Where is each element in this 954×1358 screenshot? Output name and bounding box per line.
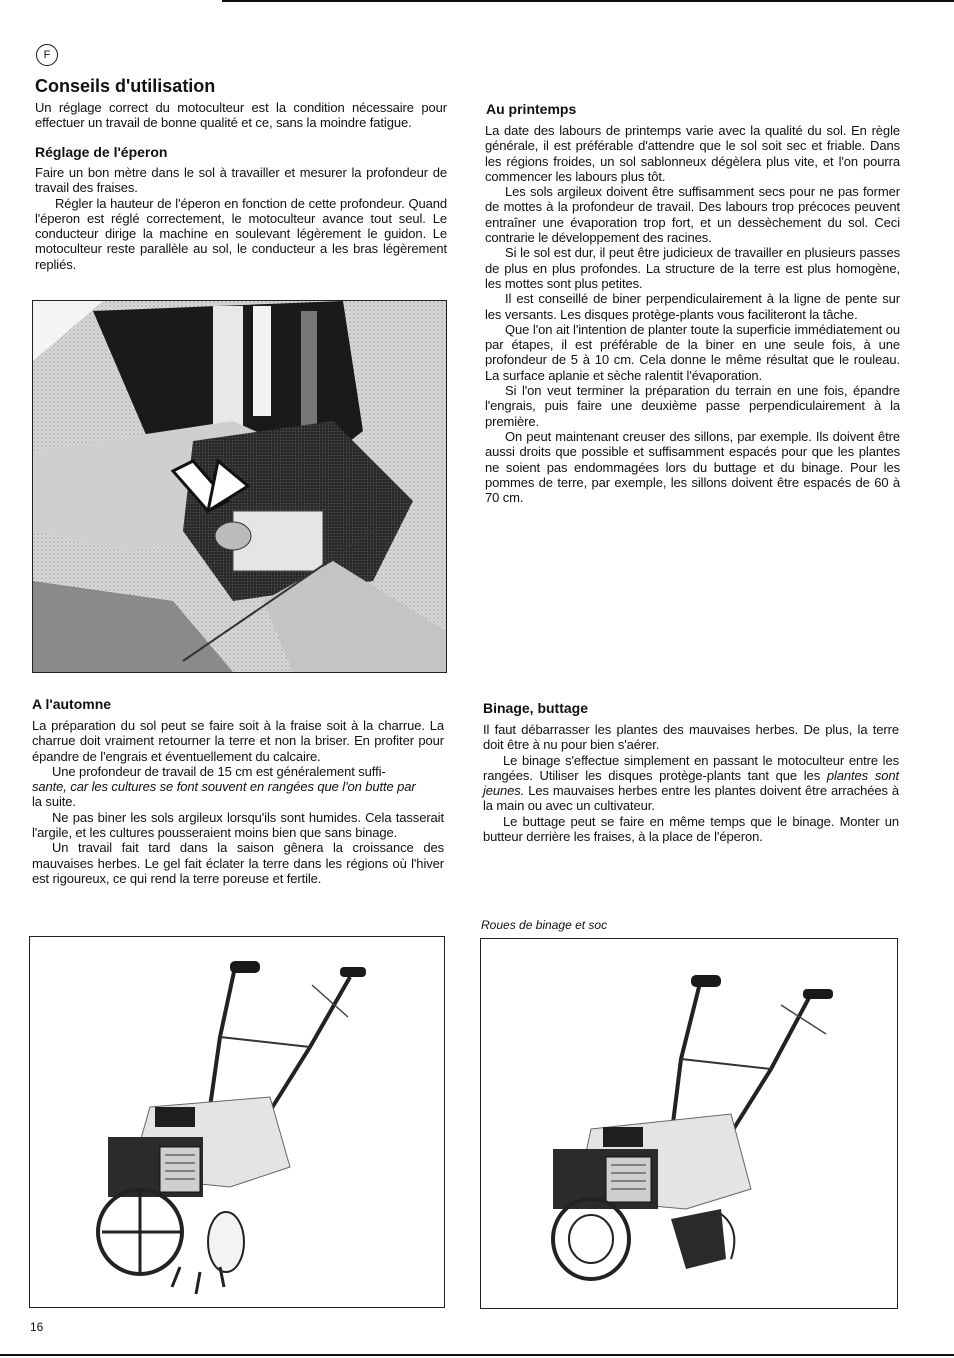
printemps-p1: La date des labours de printemps varie avec la qualité du sol. En règle générale, il est préférable d'attendre que le sol soit sec et friable. Dans les régions froides, un sol sablonneux dégèlera plus vite, et l'on pourra commencer les labours plus tôt. [485,123,900,184]
binage-p2c: Les mauvaises herbes entre les plantes doivent être arrachées à la main ou avec un cultivateur. [483,783,899,814]
automne-p2a: Une profondeur de travail de 15 cm est généralement suffi- [52,763,386,779]
reglage-p2: Régler la hauteur de l'éperon en fonction de cette profondeur. Quand l'éperon est réglé correctement, le motoculteur avance tout seul. Le conducteur dirige la machine en soulevant légèrement le guidon. Le motoculteur reste parallèle au sol, le conducteur a les bras légèrement repliés. [35,195,447,272]
automne-p2b: sante, car les cultures se font souvent en rangées que l'on butte par [32,779,416,795]
binage-p1: Il faut débarrasser les plantes des mauvaises herbes. De plus, la terre doit être à nu pour bien s'aérer. [483,722,899,753]
heading-reglage: Réglage de l'éperon [35,144,168,160]
binage-p2b: plantes sont jeunes. [483,767,899,799]
heading-printemps: Au printemps [486,101,577,117]
printemps-p2: Les sols argileux doivent être suffisamment secs pour ne pas former de mottes à la profondeur de travail. Des labours trop précoces peuvent entraîner une évaporation trop fort, et un dessèchement du sol. Ceci contrarie le développement des racines. [485,184,900,246]
printemps-p4: Il est conseillé de biner perpendiculairement à la ligne de pente sur les versants. Les disques protège-plants vous faciliteront la tâche. [485,291,900,322]
page-number: 16 [30,1320,44,1334]
language-badge: F [36,44,58,66]
top-rule [222,0,954,2]
bottom-rule [0,1354,954,1356]
binage-text [483,722,899,844]
binage-p2a [483,753,899,814]
tiller-left-illustration [30,937,444,1307]
heading-binage: Binage, buttage [483,700,589,716]
printemps-p7: On peut maintenant creuser des sillons, par exemple. Ils doivent être aussi droits que possible et suffisamment espacés pour que les plantes ne soient pas endommagées lors du buttage et du binage. Pour les pommes de terre, par exemple, les sillons doivent être espacés de 60 à 70 cm. [485,428,900,506]
intro-paragraph [35,100,447,131]
reglage-text [35,165,447,272]
printemps-p3: Si le sol est dur, il peut être judicieux de travailler en plusieurs passes de plus en plus profondes. La structure de la terre est plus homogène, les mottes sont plus petites. [485,245,900,291]
tiller-photo-left [29,936,445,1308]
binage-p2a-text: Le binage s'effectue simplement en passant le motoculteur entre les rangées. Utiliser les disques protège-plants tant que les [483,752,899,783]
automne-text [32,718,444,886]
binage-p3: Le buttage peut se faire en même temps que le binage. Monter un butteur derrière les fraises, à la place de l'éperon. [483,813,899,845]
printemps-p5: Que l'on ait l'intention de planter toute la superficie immédiatement ou par étapes, il est préférable de la biner en une seule fois, à une profondeur de 5 à 10 cm. Cela donne le même résultat que le rouleau. La surface aplanie et sèche ralentit l'évaporation. [485,321,900,383]
tiller-right-illustration [481,939,897,1308]
reglage-p1: Faire un bon mètre dans le sol à travailler et mesurer la profondeur de travail des fraises. [35,165,447,196]
figure-caption: Roues de binage et soc [481,918,608,932]
automne-p4: Un travail fait tard dans la saison gênera la croissance des mauvaises herbes. Le gel fait éclater la terre dans les régions où l'hiver est rigoureux, ce qui rend la terre poreuse et fertile. [32,840,444,886]
heading-automne: A l'automne [32,696,112,712]
tiller-photo-right [480,938,898,1309]
eperon-photo-illustration [33,301,446,672]
automne-p2c: la suite. [32,794,76,810]
intro-text: Un réglage correct du motoculteur est la condition nécessaire pour effectuer un travail de bonne qualité et ce, sans la moindre fatigue. [35,100,447,131]
printemps-p6: Si l'on veut terminer la préparation du terrain en une fois, épandre l'engrais, puis faire une deuxième passe perpendiculairement à la première. [485,383,900,429]
printemps-text [485,123,900,505]
page-title: Conseils d'utilisation [35,76,216,96]
automne-p1: La préparation du sol peut se faire soit à la fraise soit à la charrue. La charrue doit vraiment retourner la terre et non la briser. En profiter pour épandre de l'engrais et éventuellement du calcaire. [32,718,444,764]
automne-p3: Ne pas biner les sols argileux lorsqu'ils sont humides. Cela tasserait l'argile, et les cultures pousseraient moins bien que sans binage. [32,809,444,841]
eperon-photo [32,300,447,673]
